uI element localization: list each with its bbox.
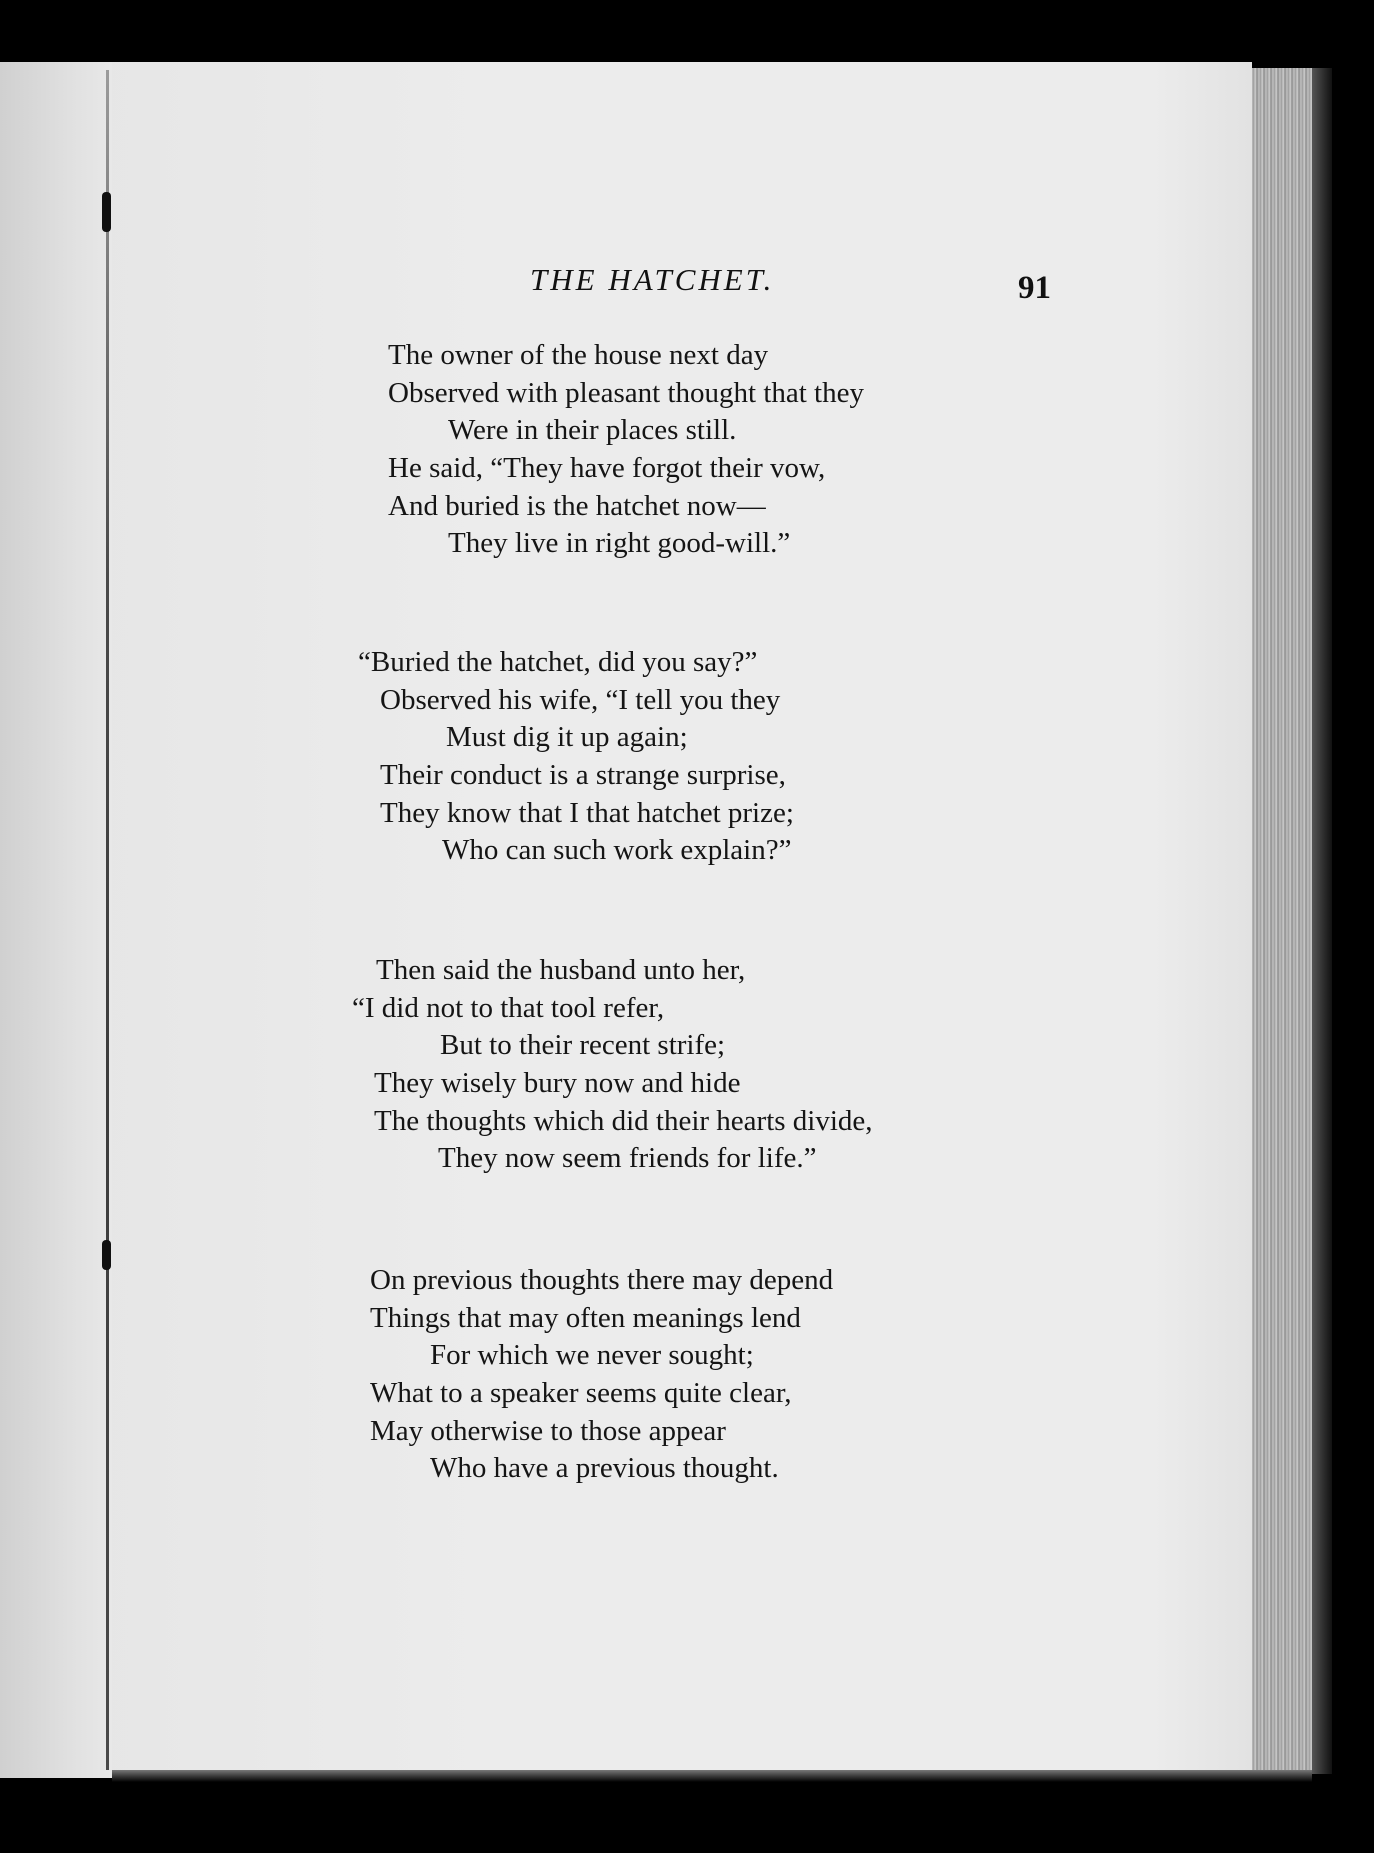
facing-page-edge: [0, 62, 112, 1778]
verse-line: He said, “They have forgot their vow,: [388, 452, 826, 485]
verse-line: Who can such work explain?”: [442, 834, 792, 867]
page-bottom-shadow: [112, 1770, 1312, 1782]
verse-line: Things that may often meanings lend: [370, 1301, 801, 1334]
verse-line: “I did not to that tool refer,: [352, 991, 665, 1024]
verse-line: On previous thoughts there may depend: [370, 1264, 834, 1296]
verse-line: Their conduct is a strange surprise,: [380, 759, 786, 792]
verse-line: Who have a previous thought.: [430, 1452, 779, 1485]
stanza: [370, 1262, 833, 1488]
verse-line: May otherwise to those appear: [370, 1414, 726, 1447]
verse-line: What to a speaker seems quite clear,: [370, 1377, 792, 1410]
stanza: [358, 644, 794, 870]
stanza: [388, 337, 864, 563]
verse-line: Observed his wife, “I tell you they: [380, 683, 781, 716]
stanza: [352, 952, 873, 1178]
verse-line: They wisely bury now and hide: [374, 1067, 741, 1100]
verse-line: Must dig it up again;: [446, 721, 688, 754]
gutter-mark: [102, 1240, 111, 1270]
verse-line: They know that I that hatchet prize;: [380, 796, 794, 829]
verse-line: And buried is the hatchet now—: [388, 489, 766, 522]
gutter-mark: [102, 192, 111, 232]
verse-line: The owner of the house next day: [388, 339, 769, 371]
verse-line: For which we never sought;: [430, 1339, 754, 1372]
verse-line: Observed with pleasant thought that they: [388, 376, 864, 409]
verse-line: But to their recent strife;: [440, 1029, 726, 1062]
page-number: 91: [1018, 270, 1051, 306]
verse-line: They live in right good-will.”: [448, 527, 791, 560]
verse-line: Then said the husband unto her,: [376, 954, 746, 986]
page-edges: [1252, 68, 1312, 1774]
page-edge-shadow: [1312, 68, 1332, 1774]
book-gutter: [106, 70, 109, 1770]
book-page: [0, 62, 1252, 1778]
verse-line: “Buried the hatchet, did you say?”: [358, 646, 758, 678]
verse-line: The thoughts which did their hearts divide,: [374, 1104, 873, 1137]
verse-line: Were in their places still.: [448, 414, 737, 447]
running-head: THE HATCHET.: [530, 262, 775, 297]
verse-line: They now seem friends for life.”: [438, 1142, 817, 1175]
